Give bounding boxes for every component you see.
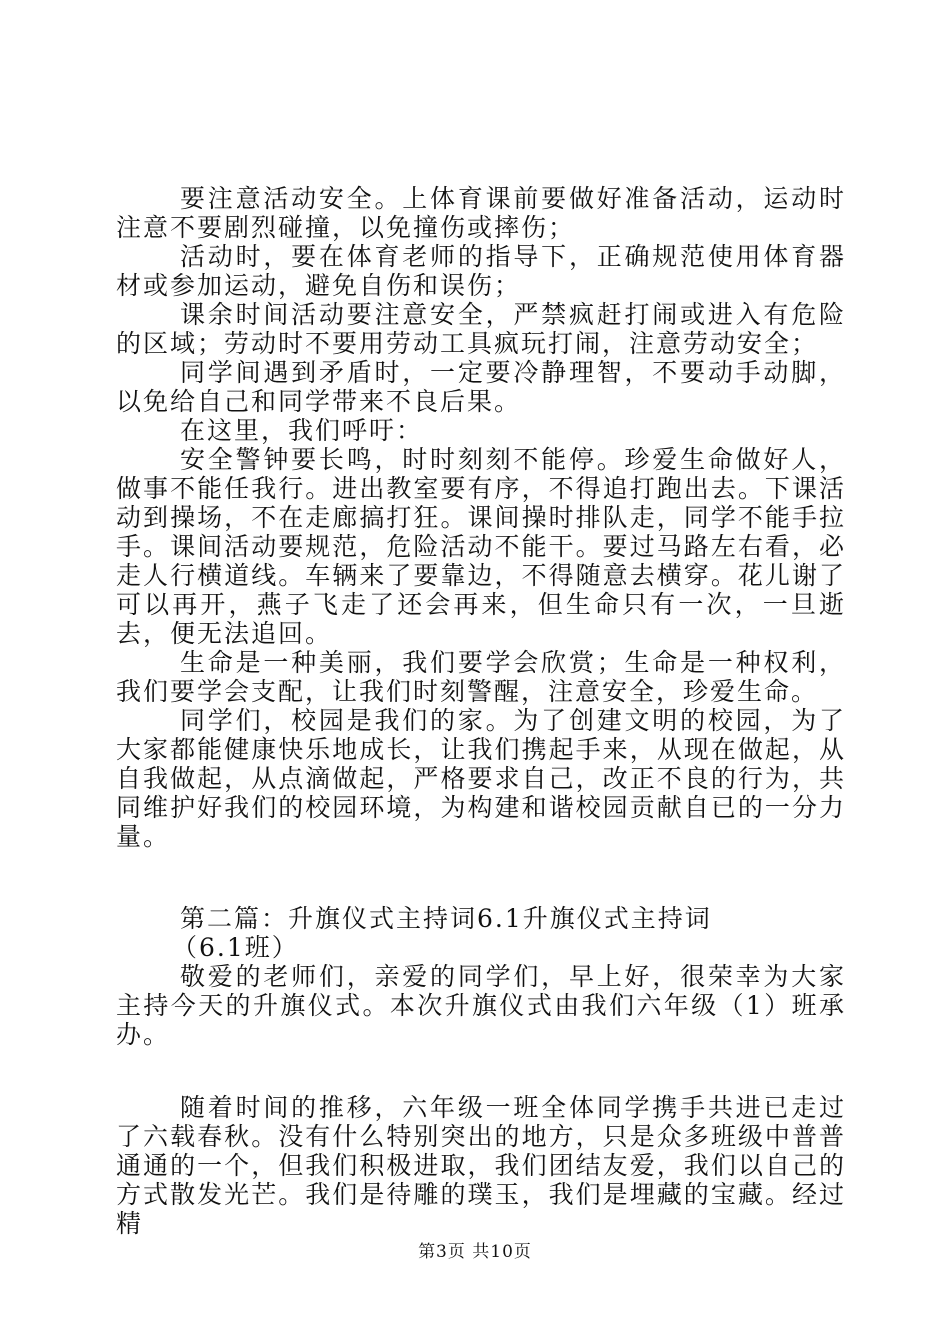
body-text-part1 [116, 184, 846, 851]
page-number-footer: 第3页 共10页 [418, 1242, 532, 1262]
section-subtitle: （6.1班） [172, 933, 299, 962]
paragraph: 同学们，校园是我们的家。为了创建文明的校园，为了大家都能健康快乐地成长，让我们携起手来，从现在做起，从自我做起，从点滴做起，严格要求自己，改正不良的行为，共同维护好我们的校园环境，为构建和谐校园贡献自已的一分力量。 [116, 706, 846, 851]
paragraph: 随着时间的推移，六年级一班全体同学携手共进已走过了六载春秋。没有什么特别突出的地方，只是众多班级中普普通通的一个，但我们积极进取，我们团结友爱，我们以自己的方式散发光芒。我们是待雕的璞玉，我们是埋藏的宝藏。经过精 [116, 1093, 846, 1238]
section-title: 第二篇：升旗仪式主持词6.1升旗仪式主持词 [180, 904, 712, 933]
paragraph: 课余时间活动要注意安全，严禁疯赶打闹或进入有危险的区域；劳动时不要用劳动工具疯玩打闹，注意劳动安全； [116, 300, 846, 358]
greeting-paragraph: 敬爱的老师们，亲爱的同学们，早上好，很荣幸为大家主持今天的升旗仪式。本次升旗仪式由我们六年级（1）班承办。 [116, 962, 846, 1049]
paragraph: 在这里，我们呼吁： [180, 416, 424, 445]
paragraph: 活动时，要在体育老师的指导下，正确规范使用体育器材或参加运动，避免自伤和误伤； [116, 242, 846, 300]
body-text-part2 [116, 1093, 846, 1238]
paragraph: 安全警钟要长鸣，时时刻刻不能停。珍爱生命做好人，做事不能任我行。进出教室要有序，不得追打跑出去。下课活动到操场，不在走廊搞打狂。课间操时排队走，同学不能手拉手。课间活动要规范，危险活动不能干。要过马路左右看，必走人行横道线。车辆来了要靠边，不得随意去横穿。花儿谢了可以再开，燕子飞走了还会再来，但生命只有一次，一旦逝去，便无法追回。 [116, 445, 846, 648]
section-two [116, 904, 846, 1049]
paragraph: 生命是一种美丽，我们要学会欣赏；生命是一种权利，我们要学会支配，让我们时刻警醒，注意安全，珍爱生命。 [116, 648, 846, 706]
paragraph: 要注意活动安全。上体育课前要做好准备活动，运动时注意不要剧烈碰撞，以免撞伤或摔伤； [116, 184, 846, 242]
paragraph: 同学间遇到矛盾时，一定要冷静理智，不要动手动脚，以免给自己和同学带来不良后果。 [116, 358, 846, 416]
